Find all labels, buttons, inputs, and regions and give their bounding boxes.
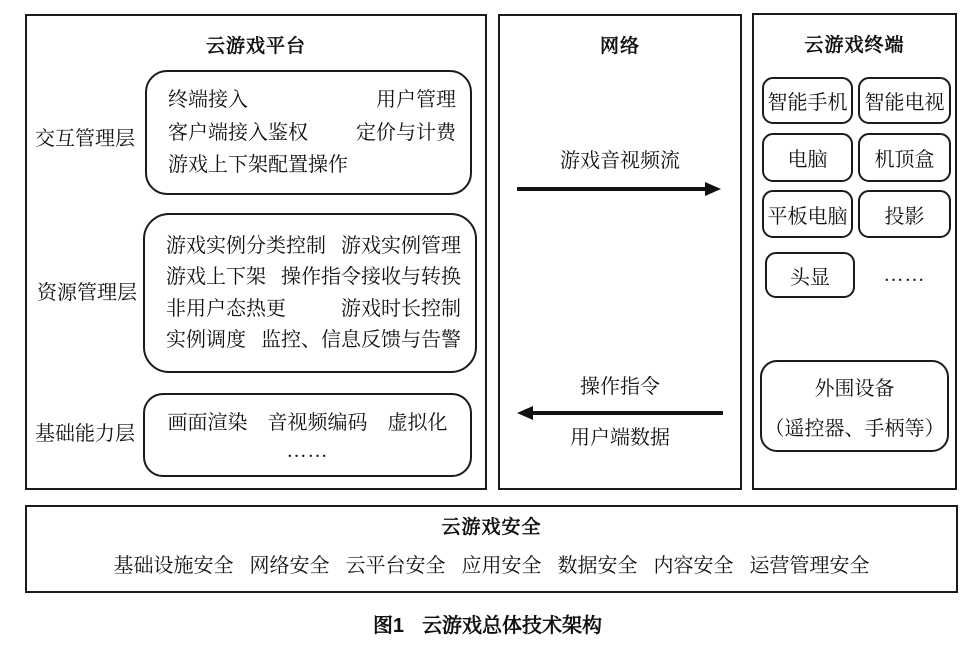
platform-panel <box>25 14 487 490</box>
feature-instance-management: 游戏实例管理 <box>341 234 461 257</box>
device-tablet: 平板电脑 <box>762 190 853 238</box>
feature-terminal-access: 终端接入 <box>168 88 248 111</box>
security-title: 云游戏安全 <box>441 517 542 538</box>
peripheral-title: 外围设备 <box>814 377 895 400</box>
security-panel <box>25 505 958 593</box>
figure-title: 云游戏总体技术架构 <box>422 615 603 637</box>
resource-row <box>145 266 475 288</box>
basic-layer-box <box>143 393 472 477</box>
security-item-operation: 运营管理安全 <box>749 555 870 577</box>
network-panel <box>498 14 742 490</box>
security-item-data: 数据安全 <box>557 555 638 577</box>
device-set-top-box: 机顶盒 <box>858 133 951 182</box>
peripheral-devices-box <box>760 360 949 452</box>
downstream-flow-label: 游戏音视频流 <box>560 150 680 172</box>
feature-client-auth: 客户端接入鉴权 <box>168 121 308 144</box>
layer-label-interaction: 交互管理层 <box>35 128 135 150</box>
feature-command-receive-convert: 操作指令接收与转换 <box>281 266 461 289</box>
peripheral-examples: （遥控器、手柄等） <box>764 417 945 440</box>
interaction-layer-box <box>145 70 472 195</box>
security-items-row <box>27 555 956 577</box>
interaction-row <box>147 122 470 144</box>
feature-instance-scheduling: 实例调度 <box>166 329 246 352</box>
security-item-application: 应用安全 <box>461 555 542 577</box>
terminal-title: 云游戏终端 <box>804 35 905 56</box>
security-item-network: 网络安全 <box>249 555 330 577</box>
arrow-left-icon <box>517 406 723 420</box>
arrow-shaft <box>531 411 723 415</box>
figure-caption <box>0 609 975 638</box>
feature-virtualization: 虚拟化 <box>387 411 448 434</box>
security-item-content: 内容安全 <box>653 555 734 577</box>
feature-game-shelf: 游戏上下架 <box>166 266 266 289</box>
feature-pricing-billing: 定价与计费 <box>356 121 456 144</box>
device-smartphone: 智能手机 <box>762 77 853 124</box>
resource-layer-box <box>143 213 477 373</box>
upstream-flow-label-top: 操作指令 <box>580 376 660 398</box>
feature-monitor-feedback-alarm: 监控、信息反馈与告警 <box>261 329 461 352</box>
basic-layer-ellipsis: …… <box>286 439 329 462</box>
security-item-infrastructure: 基础设施安全 <box>113 555 234 577</box>
resource-row <box>145 235 475 257</box>
terminal-panel <box>752 13 957 490</box>
feature-av-encoding: 音视频编码 <box>267 411 368 434</box>
device-ellipsis: …… <box>883 263 926 286</box>
basic-row <box>145 412 470 434</box>
interaction-row <box>147 154 470 176</box>
platform-title: 云游戏平台 <box>205 36 306 57</box>
layer-label-resource: 资源管理层 <box>37 282 137 304</box>
feature-game-time-control: 游戏时长控制 <box>341 297 461 320</box>
feature-frame-rendering: 画面渲染 <box>167 411 248 434</box>
figure-number: 图1 <box>372 615 405 637</box>
feature-user-management: 用户管理 <box>376 88 456 111</box>
feature-non-user-hot-update: 非用户态热更 <box>166 297 286 320</box>
feature-instance-class-control: 游戏实例分类控制 <box>166 234 326 257</box>
device-pc: 电脑 <box>762 133 853 182</box>
upstream-flow-label-bottom: 用户端数据 <box>570 427 670 449</box>
device-smart-tv: 智能电视 <box>858 77 951 124</box>
arrow-shaft <box>517 187 709 191</box>
security-item-cloud-platform: 云平台安全 <box>345 555 446 577</box>
interaction-row <box>147 89 470 111</box>
arrow-head <box>705 182 721 196</box>
network-title: 网络 <box>599 36 640 57</box>
arrow-right-icon <box>517 182 721 196</box>
resource-row <box>145 329 475 351</box>
arrow-head <box>517 406 533 420</box>
device-projector: 投影 <box>858 190 951 238</box>
device-hmd: 头显 <box>765 252 855 298</box>
feature-game-shelf-config: 游戏上下架配置操作 <box>168 154 348 177</box>
resource-row <box>145 298 475 320</box>
layer-label-basic: 基础能力层 <box>35 423 135 445</box>
